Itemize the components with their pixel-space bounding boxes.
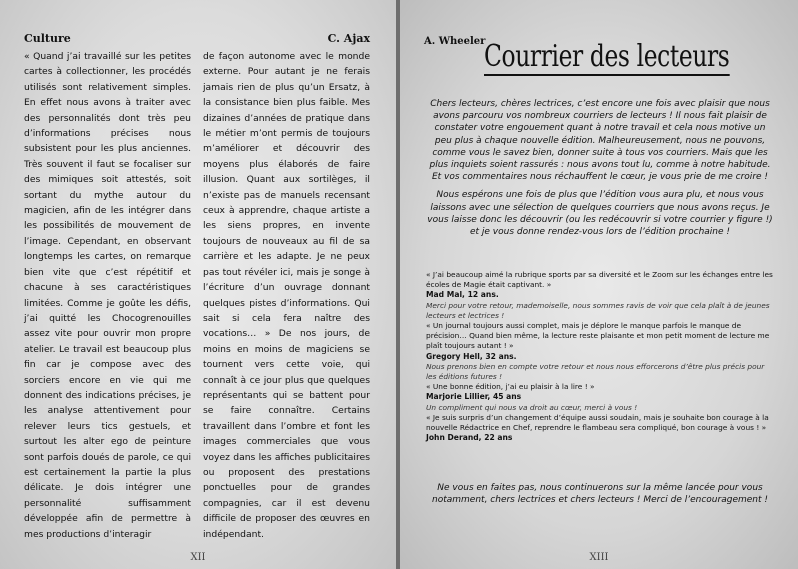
editor-reply: Merci pour votre retour, mademoiselle, nous sommes ravis de voir que cela plaît à de jeunes lecteurs et lectrices ! bbox=[426, 300, 770, 320]
right-page bbox=[400, 0, 798, 569]
editor-reply: Nous prenons bien en compte votre retour et nous nous efforcerons d’être plus précis pour les éditions futures ! bbox=[426, 361, 765, 382]
letter-author: Marjorie Lillier, 45 ans bbox=[426, 392, 522, 402]
article-columns bbox=[24, 49, 370, 542]
letter-quote: « Je suis surpris d’un changement d’équipe aussi soudain, mais je souhaite bon courage à la nouvelle Rédactrice en Chef, reprendre le flambeau sera compliqué, bon courage à vous ! » bbox=[426, 412, 769, 433]
intro-paragraph: Nous espérons une fois de plus que l’édition vous aura plu, et nous vous laissons avec une sélection de quelques courriers que nous avons reçus. Je vous laisse donc les découvrir (ou les redécouvrir si votre courrier y figure !) et je vous donne rendez-vous lors de l’édition prochaine ! bbox=[427, 190, 773, 238]
article-text: de façon autonome avec le monde externe. Pour autant je ne ferais jamais rien de plus qu’un Ersatz, à la consistance bien plus faible. Mes dizaines d’années de pratique dans le métier m’ont permis de toujours m’améliorer et découvrir des moyens plus élaborés de faire illusion. Quant aux sortilèges, il n’existe pas de manuels recensant ceux à apprendre, chaque artiste a les siens propres, en invente toujours de nouveaux au fil de sa carrière et les adapte. Je ne peux pas tout révéler ici, mais je songe à l’écriture d’un ouvrage donnant quelques pistes d’informations. Qui sait si cela fera naître des vocations… » De nos jours, de moins en moins de magiciens se tournent vers cette voie, qui connaît à ce jour plus que quelques représentants qui se battent pour se faire connaître. Certains travaillent dans l’ombre et font les images commerciales que vous voyez dans les affiches publicitaires ou proposent des prestations ponctuelles pour de grandes compagnies, car il est devenu difficile de proposer des œuvres en indépendant. bbox=[203, 51, 370, 540]
letter-author: Gregory Hell, 32 ans. bbox=[426, 351, 517, 361]
letter-quote: « J’ai beaucoup aimé la rubrique sports par sa diversité et le Zoom sur les échanges entre les écoles de Magie était captivant. » bbox=[426, 270, 773, 290]
article-text: « Quand j’ai travaillé sur les petites cartes à collectionner, les procédés utilisés sont relativement simples. En effet nous avons à traiter avec des personnalités dont très peu d’informations précises nous subsistent pour les plus anciennes. Très souvent il faut se focaliser sur des mimiques soit attestés, soit sortant du mythe autour du magicien, afin de les intégrer dans les possibilités de mouvement de l’image. Cependant, en observant longtemps les cartes, on remarque bien vite que c’est répétitif et chacune à ses caractéristiques limitées. Comme je goûte les défis, j’ai quitté les Chocogrenouilles assez vite pour ouvrir mon propre atelier. Le travail est beaucoup plus fin car je compose avec des sorciers encore en vie qui me donnent des indications précises, je les analyse attentivement pour relever leurs tics gestuels, et surtout les alter ego de peinture sont parfois doués de parole, ce qui est certainement la partie la plus délicate. Je dois intégrer une personnalité suffisamment développée afin de permettre à mes productions d’interagir bbox=[24, 51, 191, 540]
editor-reply: Un compliment qui nous va droit au cœur, merci à vous ! bbox=[426, 402, 638, 412]
author-name: C. Ajax bbox=[327, 32, 370, 45]
outro-text: Ne vous en faites pas, nous continuerons sur la même lancée pour vous notamment, chers lectrices et chers lecteurs ! Merci de l’encouragement ! bbox=[432, 483, 768, 506]
left-page bbox=[0, 0, 396, 569]
running-head bbox=[24, 32, 370, 45]
letter-quote: « Une bonne édition, j’ai eu plaisir à la lire ! » bbox=[426, 382, 595, 392]
intro-paragraph: Chers lecteurs, chères lectrices, c’est encore une fois avec plaisir que nous avons parcouru vos nombreux courriers de lecteurs ! Il nous fait plaisir de constater votre engouement quant à notre travail et cela nous motive un peu plus à chaque nouvelle édition. Malheureusement, nous ne pouvons, comme vous le savez bien, donner suite à tous vos courriers. Mais que les plus inquiets soient rassurés : nous avons tout lu, comme à notre habitude. Et vos commentaires nous réchauffent le cœur, je vous prie de me croire ! bbox=[429, 99, 771, 183]
letter-quote: « Un journal toujours aussi complet, mais je déplore le manque parfois le manque de précision… Quand bien même, la lecture reste plaisante et mon petit moment de lecture me plaît toujours autant ! » bbox=[426, 321, 770, 351]
letter-author: Mad Mal, 12 ans. bbox=[426, 290, 499, 300]
page-number: XIII bbox=[589, 552, 609, 563]
reader-letters bbox=[426, 270, 774, 443]
intro-text bbox=[426, 98, 774, 244]
article-column-1 bbox=[24, 49, 191, 542]
letter-author: John Derand, 22 ans bbox=[426, 433, 513, 443]
page-title: Courrier des lecteurs bbox=[484, 39, 730, 74]
section-title: Culture bbox=[24, 32, 71, 45]
page-number: XII bbox=[190, 552, 206, 563]
author-name: A. Wheeler bbox=[424, 36, 486, 47]
article-column-2 bbox=[203, 49, 370, 542]
